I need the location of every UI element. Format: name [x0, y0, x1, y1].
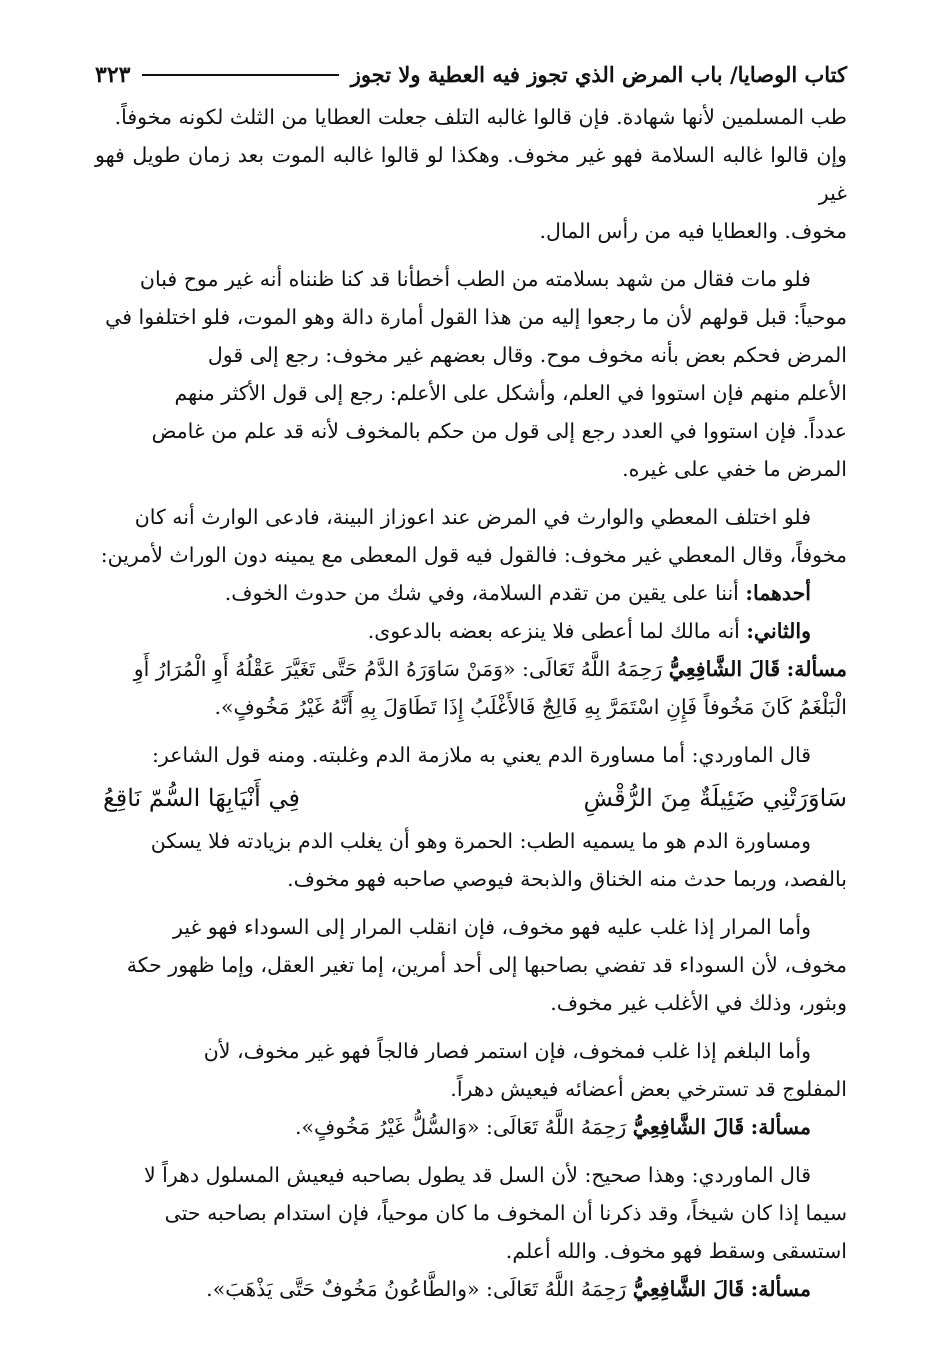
paragraph-1-line-2: وإن قالوا غالبه السلامة فهو غير مخوف. وهكذا لو قالوا غالبه الموت بعد زمان طويل فهو غير	[95, 143, 847, 205]
paragraph-2-line-2: موحياً: قبل قولهم لأن ما رجعوا إليه من هذا القول أمارة دالة وهو الموت، فلو اختلفوا في	[105, 305, 847, 329]
verse-second-hemistich: فِي أَنْيَابِهَا السُّمّ نَاقِعُ	[103, 784, 300, 812]
paragraph-6-line-1: وأما المرار إذا غلب عليه فهو مخوف، فإن انقلب المرار إلى السوداء فهو غير	[173, 915, 811, 939]
masala-2-label: مسألة:	[750, 1115, 811, 1139]
masala-2-quote: «وَالسُّلُّ غَيْرُ مَخُوفٍ».	[294, 1115, 480, 1139]
paragraph-6-line-2: مخوف، لأن السوداء قد تفضي بصاحبها إلى أحد أمرين، إما تغير العقل، وإما ظهور حكة	[126, 953, 847, 977]
paragraph-5-line-2: بالفصد، وربما حدث منه الخناق والذبحة فيوصي صاحبه فهو مخوف.	[287, 867, 847, 891]
masala-1-shafii: قَالَ الشَّافِعِيُّ	[668, 657, 781, 681]
first-reason-text: أننا على يقين من تقدم السلامة، وفي شك من حدوث الخوف.	[224, 581, 746, 605]
first-reason	[95, 574, 847, 612]
paragraph-1-line-1: طب المسلمين لأنها شهادة. فإن قالوا غالبه التلف جعلت العطايا من الثلث لكونه مخوفاً.	[114, 105, 847, 129]
paragraph-2-line-5: عدداً. فإن استووا في العدد رجع إلى قول من حكم بالمخوف لأنه قد علم من غامض	[151, 419, 847, 443]
second-reason-text: أنه مالك لما أعطى فلا ينزعه بعضه بالدعوى.	[367, 619, 747, 643]
paragraph-2-line-1: فلو مات فقال من شهد بسلامته من الطب أخطأنا قد كنا ظنناه أنه غير موح فبان	[139, 267, 811, 291]
masala-1-line-1	[95, 650, 847, 688]
second-reason-label: والثاني:	[746, 619, 811, 643]
masala-3-shafii: قَالَ الشَّافِعِيُّ	[632, 1277, 745, 1301]
masala-1-rahimahu: رَحِمَهُ اللَّهُ تَعَالَى:	[515, 657, 669, 681]
first-reason-label: أحدهما:	[745, 581, 811, 605]
paragraph-1-line-3: مخوف. والعطايا فيه من رأس المال.	[539, 219, 847, 243]
paragraph-5-line-1: ومساورة الدم هو ما يسميه الطب: الحمرة وهو أن يغلب الدم بزيادته فلا يسكن	[150, 829, 811, 853]
masala-2-rahimahu: رَحِمَهُ اللَّهُ تَعَالَى:	[479, 1115, 633, 1139]
masala-1-label: مسألة:	[786, 657, 847, 681]
paragraph-2-line-4: الأعلم منهم فإن استووا في العلم، وأشكل على الأعلم: رجع إلى قول الأكثر منهم	[174, 381, 847, 405]
masala-3-label: مسألة:	[750, 1277, 811, 1301]
running-header	[95, 58, 847, 92]
verse-first-hemistich: سَاوَرَتْنِي ضَئِيلَةٌ مِنَ الرُّقْشِ	[583, 784, 847, 812]
masala-3-rahimahu: رَحِمَهُ اللَّهُ تَعَالَى:	[479, 1277, 633, 1301]
paragraph-7-line-2: المفلوج قد تسترخي بعض أعضائه فيعيش دهراً.	[450, 1077, 847, 1101]
paragraph-2-line-6: المرض ما خفي على غيره.	[622, 457, 847, 481]
paragraph-4: قال الماوردي: أما مساورة الدم يعني به ملازمة الدم وغلبته. ومنه قول الشاعر:	[151, 743, 811, 767]
header-title: كتاب الوصايا/ باب المرض الذي تجوز فيه العطية ولا تجوز	[350, 62, 847, 87]
masala-1-quote-part-1: «وَمَنْ سَاوَرَهُ الدَّمُ حَتَّى تَغَيَّرَ عَقْلُهُ أَوِ الْمُرَارُ أَوِ	[133, 657, 516, 681]
paragraph-7-line-1: وأما البلغم إذا غلب فمخوف، فإن استمر فصار فالجاً فهو غير مخوف، لأن	[203, 1039, 811, 1063]
masala-1-line-2: الْبَلْغَمُ كَانَ مَخُوفاً فَإِنِ اسْتَمَرَّ بِهِ فَالِجٌ فَالأَغْلَبُ إِذَا تَطَاوَلَ بِهِ أَنَّهُ غَيْرُ مَخُوفٍ».	[214, 695, 847, 719]
paragraph-2-line-3: المرض فحكم بعض بأنه مخوف موح. وقال بعضهم غير مخوف: رجع إلى قول	[207, 343, 847, 367]
paragraph-3-line-1: فلو اختلف المعطي والوارث في المرض عند اعوزاز البينة، فادعى الوارث أنه كان	[134, 505, 811, 529]
book-page	[95, 58, 847, 1308]
masala-3-quote: «والطَّاعُونُ مَخُوفٌ حَتَّى يَذْهَبَ».	[206, 1277, 480, 1301]
paragraph-3-line-2: مخوفاً، وقال المعطي غير مخوف: فالقول فيه قول المعطى مع يمينه دون الوراث لأمرين:	[100, 543, 847, 567]
masala-3	[95, 1270, 847, 1308]
paragraph-6-line-3: وبثور، وذلك في الأغلب غير مخوف.	[550, 991, 847, 1015]
second-reason	[95, 612, 847, 650]
masala-2	[95, 1108, 847, 1146]
masala-2-shafii: قَالَ الشَّافِعِيُّ	[632, 1115, 745, 1139]
paragraph-8-line-2: سيما إذا كان شيخاً، وقد ذكرنا أن المخوف ما كان موحياً، فإن استدام بصاحبه حتى	[164, 1201, 847, 1225]
poetry-verse	[95, 776, 847, 820]
page-number: ٣٢٣	[95, 62, 131, 88]
header-rule	[142, 74, 338, 76]
paragraph-8-line-1: قال الماوردي: وهذا صحيح: لأن السل قد يطول بصاحبه فيعيش المسلول دهراً لا	[143, 1163, 811, 1187]
paragraph-8-line-3: استسقى وسقط فهو مخوف. والله أعلم.	[505, 1239, 847, 1263]
